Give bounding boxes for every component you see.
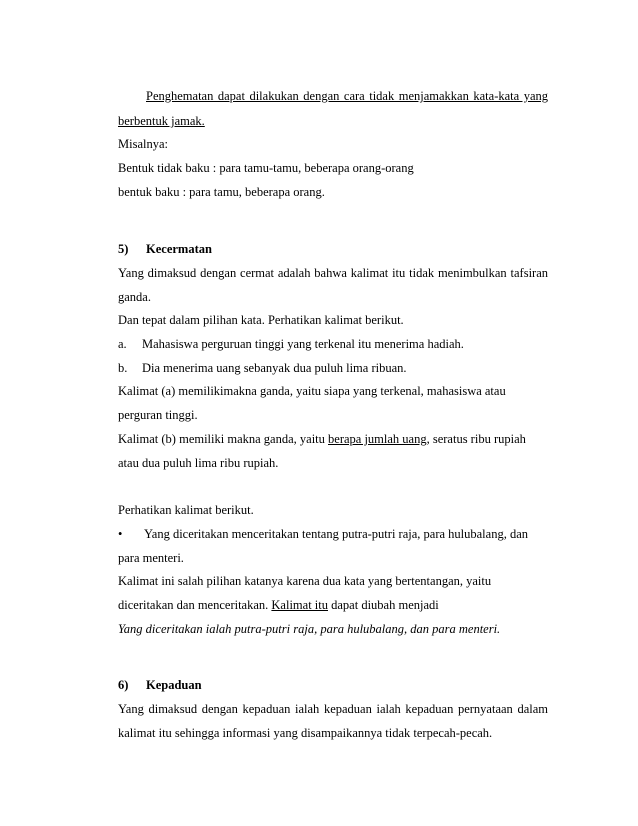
text-segment: , seratus ribu rupiah xyxy=(426,432,526,446)
section-number: 5) xyxy=(118,242,129,256)
bullet-text: Yang diceritakan menceritakan tentang putra-putri raja, para hulubalang, dan xyxy=(144,527,528,541)
text-segment: diceritakan dan menceritakan. xyxy=(118,598,272,612)
paragraph-line: ganda. xyxy=(118,290,151,304)
paragraph-line: Dan tepat dalam pilihan kata. Perhatikan kalimat berikut. xyxy=(118,313,404,327)
list-label: a. xyxy=(118,337,127,351)
paragraph-line: Bentuk tidak baku : para tamu-tamu, beberapa orang-orang xyxy=(118,161,414,175)
paragraph-line: para menteri. xyxy=(118,551,184,565)
paragraph-line: atau dua puluh lima ribu rupiah. xyxy=(118,456,279,470)
paragraph-line: berbentuk jamak. xyxy=(118,114,205,128)
list-item-b xyxy=(118,360,548,376)
list-text: Mahasiswa perguruan tinggi yang terkenal itu menerima hadiah. xyxy=(142,337,464,351)
text-segment: dapat diubah menjadi xyxy=(328,598,439,612)
paragraph-line: Penghematan dapat dilakukan dengan cara tidak menjamakkan kata-kata yang xyxy=(146,89,548,103)
section-number: 6) xyxy=(118,678,129,692)
bullet-icon: • xyxy=(118,527,123,541)
paragraph-line: Misalnya: xyxy=(118,137,168,151)
paragraph-line: Perhatikan kalimat berikut. xyxy=(118,503,254,517)
paragraph-line: Kalimat ini salah pilihan katanya karena dua kata yang bertentangan, yaitu xyxy=(118,574,492,588)
paragraph-line: Kalimat (a) memilikimakna ganda, yaitu siapa yang terkenal, mahasiswa atau xyxy=(118,384,506,398)
list-item-a xyxy=(118,336,548,352)
bullet-item xyxy=(118,526,548,542)
list-text: Dia menerima uang sebanyak dua puluh lima ribuan. xyxy=(142,361,407,375)
paragraph-line xyxy=(118,597,548,613)
paragraph-line: kalimat itu sehingga informasi yang disampaikannya tidak terpecah-pecah. xyxy=(118,726,493,740)
paragraph-line xyxy=(118,431,548,447)
example-sentence: Yang diceritakan ialah putra-putri raja, para hulubalang, dan para menteri. xyxy=(118,622,501,636)
underlined-phrase: berapa jumlah uang xyxy=(328,432,427,446)
section-title: Kecermatan xyxy=(146,242,212,256)
section-title: Kepaduan xyxy=(146,678,202,692)
paragraph-line: Yang dimaksud dengan kepaduan ialah kepaduan ialah kepaduan pernyataan dalam xyxy=(118,702,548,716)
paragraph-line: Yang dimaksud dengan cermat adalah bahwa kalimat itu tidak menimbulkan tafsiran xyxy=(118,266,548,280)
text-segment: Kalimat (b) memiliki makna ganda, yaitu xyxy=(118,432,329,446)
list-label: b. xyxy=(118,361,128,375)
section-heading-6 xyxy=(118,677,548,693)
section-heading-5 xyxy=(118,241,548,257)
underlined-phrase: Kalimat itu xyxy=(271,598,328,612)
paragraph-line: perguran tinggi. xyxy=(118,408,198,422)
paragraph-line: bentuk baku : para tamu, beberapa orang. xyxy=(118,185,325,199)
